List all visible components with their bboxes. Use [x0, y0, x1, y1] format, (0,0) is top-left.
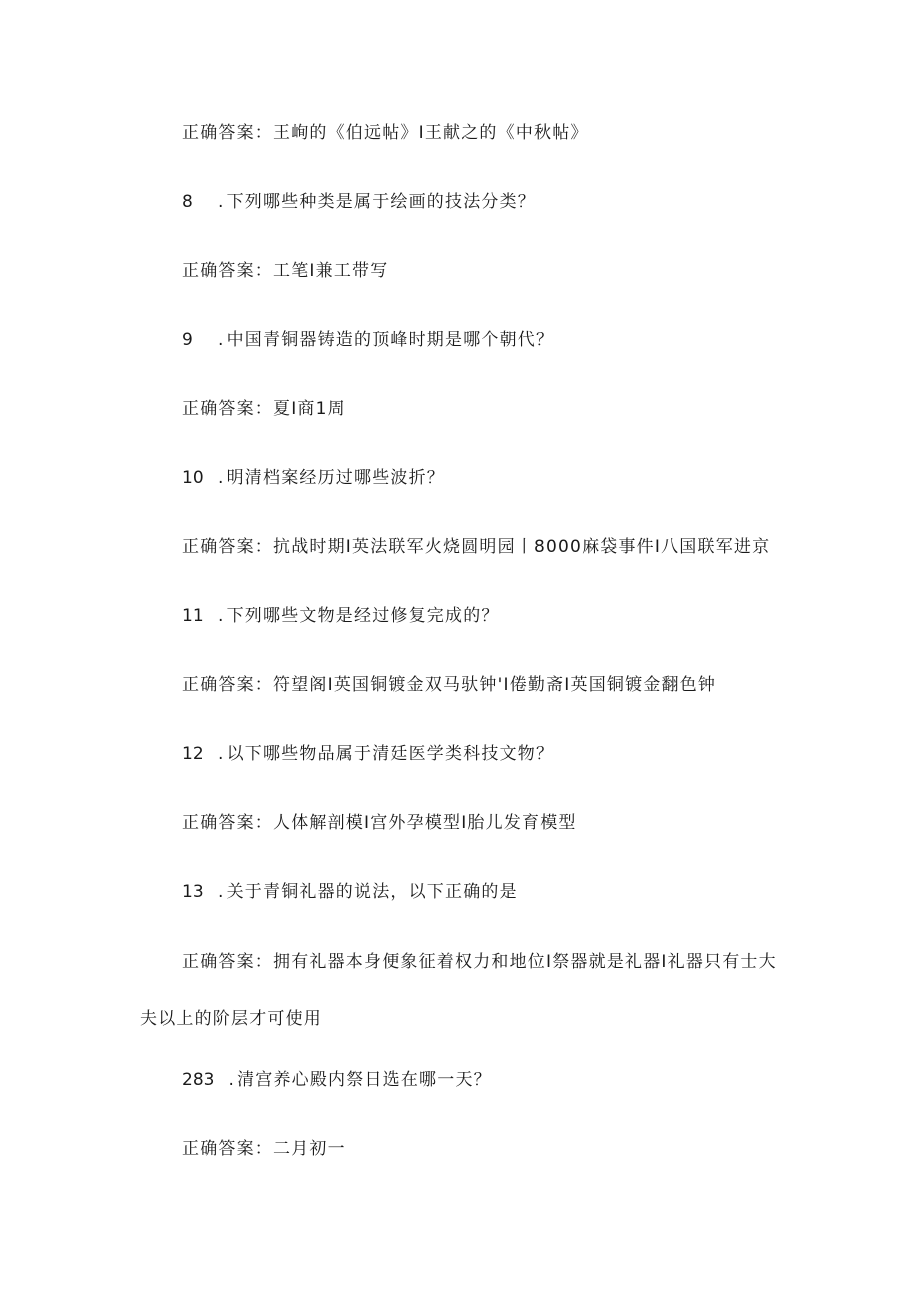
answer-text: 正确答案：夏I商1周 — [182, 399, 346, 419]
question-number: 283 — [182, 1070, 215, 1090]
question-line — [182, 880, 518, 904]
question-line — [182, 1068, 492, 1092]
answer-text: 正确答案：王峋的《伯远帖》I王献之的《中秋帖》 — [182, 123, 589, 143]
question-number: 8 — [182, 192, 193, 212]
question-dot: . — [218, 330, 225, 350]
answer-line — [182, 673, 716, 697]
question-text: 下列哪些种类是属于绘画的技法分类？ — [226, 192, 537, 212]
answer-line — [182, 535, 770, 559]
question-line — [182, 742, 554, 766]
question-number: 9 — [182, 330, 193, 350]
answer-text: 正确答案：人体解剖模I宫外孕模型I胎儿发育模型 — [182, 813, 577, 833]
answer-line — [182, 397, 346, 421]
question-dot: . — [218, 744, 225, 764]
answer-line — [182, 1137, 346, 1161]
question-text: 以下哪些物品属于清廷医学类科技文物？ — [226, 744, 555, 764]
question-line — [182, 604, 500, 628]
question-dot: . — [228, 1070, 236, 1090]
question-dot: . — [218, 192, 225, 212]
question-line — [182, 190, 536, 214]
answer-line — [182, 811, 577, 835]
question-text: 中国青铜器铸造的顶峰时期是哪个朝代？ — [226, 330, 555, 350]
answer-wrapped-paragraph — [140, 934, 780, 1048]
question-text: 清宫养心殿内祭日选在哪一天？ — [237, 1070, 492, 1090]
answer-text: 正确答案：抗战时期I英法联军火烧圆明园丨8000麻袋事件I八国联军进京 — [182, 537, 771, 557]
question-line — [182, 328, 554, 352]
question-dot: . — [218, 606, 225, 626]
question-number: 12 — [182, 744, 204, 764]
answer-text: 正确答案：拥有礼器本身便象征着权力和地位I祭器就是礼器I礼器只有士大夫以上的阶层才可使用 — [140, 952, 777, 1029]
question-text: 下列哪些文物是经过修复完成的？ — [226, 606, 500, 626]
answer-text: 正确答案：工笔I兼工带写 — [182, 261, 389, 281]
question-text: 明清档案经历过哪些波折？ — [226, 468, 446, 488]
question-text: 关于青铜礼器的说法，以下正确的是 — [226, 882, 518, 902]
question-line — [182, 466, 445, 490]
answer-text: 正确答案：符望阁I英国铜镀金双马驮钟'I倦勤斋I英国铜镀金翻色钟 — [182, 675, 717, 695]
question-dot: . — [218, 882, 225, 902]
question-number: 13 — [182, 882, 204, 902]
answer-line — [182, 259, 388, 283]
question-dot: . — [218, 468, 225, 488]
question-number: 11 — [182, 606, 204, 626]
answer-text: 正确答案：二月初一 — [182, 1139, 346, 1159]
question-number: 10 — [182, 468, 204, 488]
answer-line — [182, 121, 589, 145]
